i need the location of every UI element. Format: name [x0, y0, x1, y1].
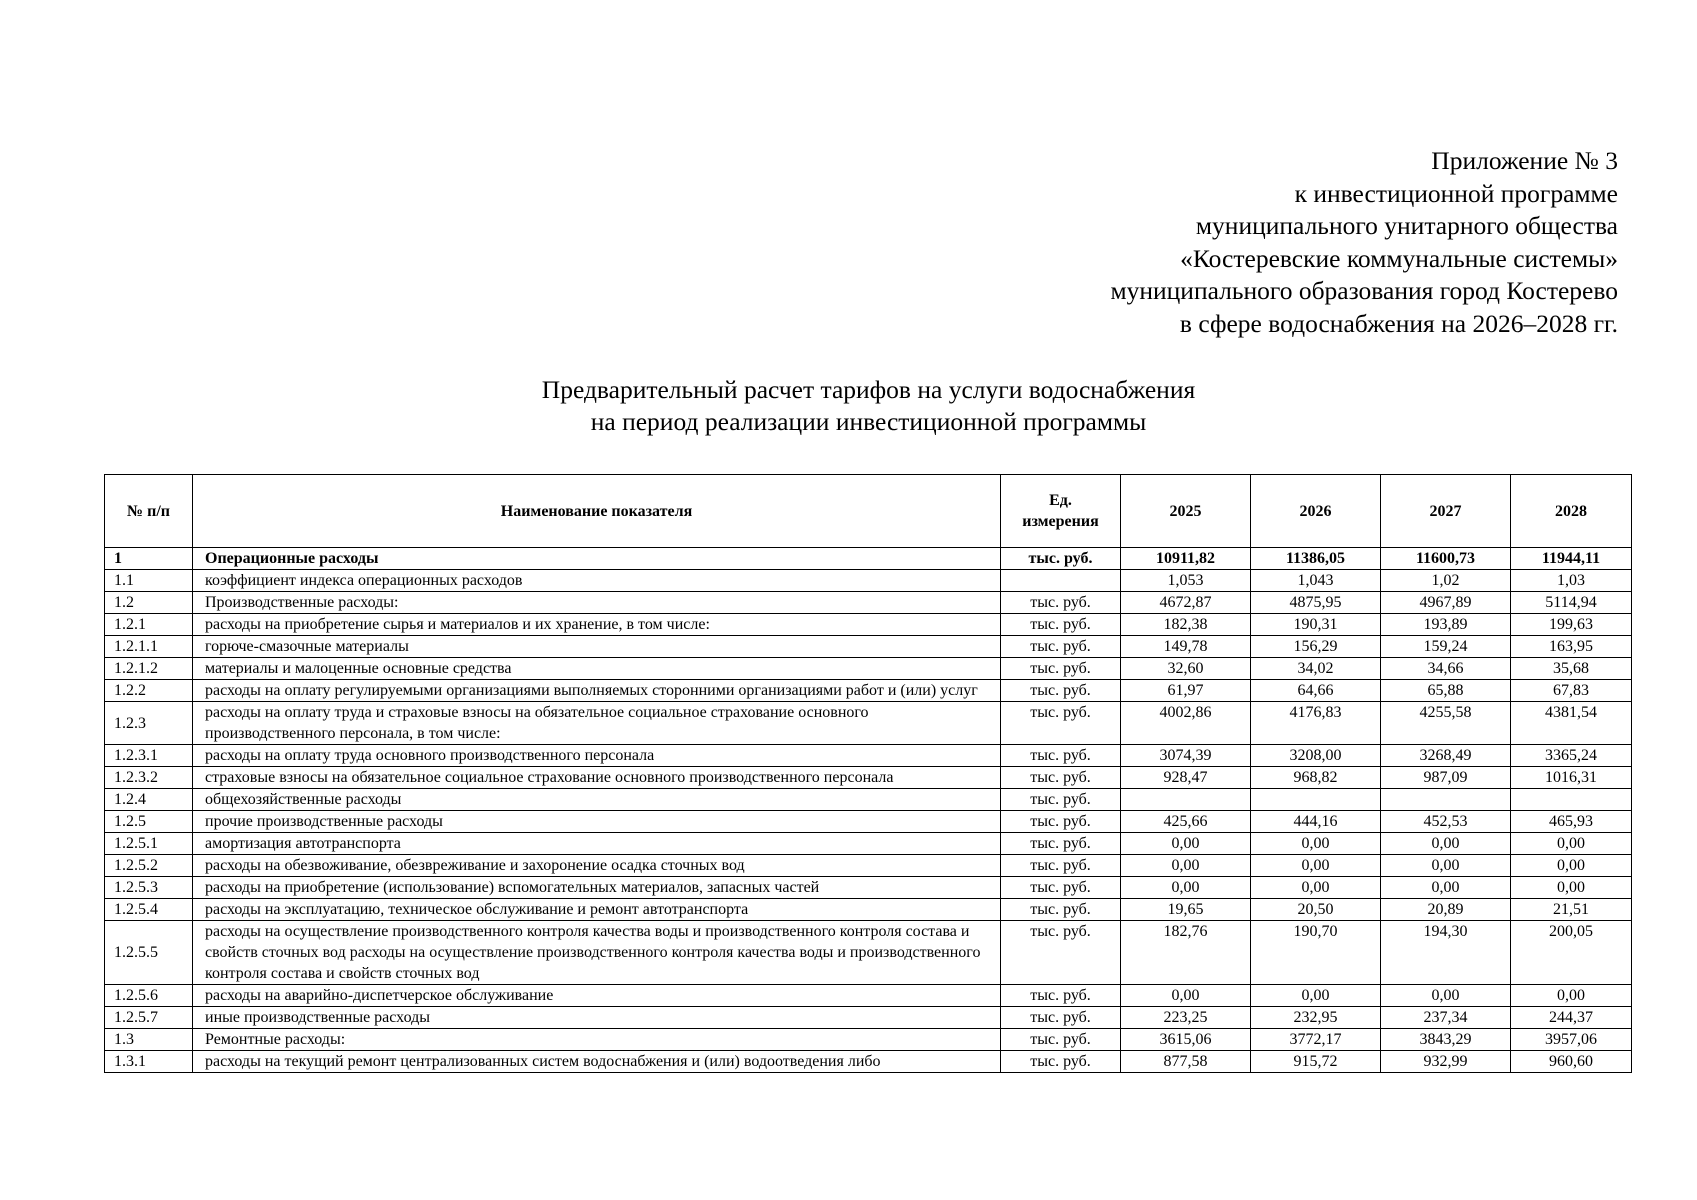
cell-value-2028: 67,83 — [1511, 680, 1632, 702]
table-row — [105, 1051, 1632, 1073]
cell-value-2027: 159,24 — [1381, 636, 1511, 658]
appendix-line: муниципального унитарного общества — [1195, 211, 1618, 240]
table-row — [105, 789, 1632, 811]
cell-name: иные производственные расходы — [193, 1007, 1001, 1029]
cell-value-2026: 915,72 — [1251, 1051, 1381, 1073]
cell-unit: тыс. руб. — [1001, 592, 1121, 614]
document-title — [0, 374, 1697, 438]
cell-unit: тыс. руб. — [1001, 899, 1121, 921]
table-row — [105, 921, 1632, 985]
cell-value-2027: 932,99 — [1381, 1051, 1511, 1073]
cell-value-2026: 20,50 — [1251, 899, 1381, 921]
cell-value-2026 — [1251, 789, 1381, 811]
cell-code: 1.2.5.7 — [105, 1007, 193, 1029]
cell-value-2027: 237,34 — [1381, 1007, 1511, 1029]
cell-value-2027: 3843,29 — [1381, 1029, 1511, 1051]
appendix-line: «Костеревские коммунальные системы» — [1180, 243, 1618, 273]
cell-name: расходы на оплату труда основного производственного персонала — [193, 745, 1001, 767]
cell-name: расходы на осуществление производственного контроля качества воды и производственного контроля состава и свойств сточных вод расходы на осуществление производственного контроля качества воды и производственного контроля состава и свойств сточных вод — [193, 921, 1001, 985]
cell-code: 1.2.5.5 — [105, 921, 193, 985]
cell-unit: тыс. руб. — [1001, 614, 1121, 636]
tariff-table — [104, 474, 1632, 1073]
cell-value-2025: 0,00 — [1121, 877, 1251, 899]
cell-value-2025: 3074,39 — [1121, 745, 1251, 767]
table-row — [105, 877, 1632, 899]
cell-code: 1.2.5 — [105, 811, 193, 833]
cell-name: прочие производственные расходы — [193, 811, 1001, 833]
cell-code: 1.2.1.1 — [105, 636, 193, 658]
cell-name: Производственные расходы: — [193, 592, 1001, 614]
cell-value-2027: 0,00 — [1381, 877, 1511, 899]
cell-code: 1.2.3.1 — [105, 745, 193, 767]
cell-unit: тыс. руб. — [1001, 636, 1121, 658]
table-row — [105, 899, 1632, 921]
cell-name: расходы на приобретение сырья и материалов и их хранение, в том числе: — [193, 614, 1001, 636]
cell-value-2028: 4381,54 — [1511, 702, 1632, 745]
appendix-line: Приложение № 3 — [1431, 146, 1618, 175]
cell-value-2026: 11386,05 — [1251, 548, 1381, 570]
cell-value-2026: 0,00 — [1251, 855, 1381, 877]
cell-name: Операционные расходы — [193, 548, 1001, 570]
cell-unit: тыс. руб. — [1001, 680, 1121, 702]
table-row — [105, 767, 1632, 789]
cell-code: 1 — [105, 548, 193, 570]
cell-value-2025 — [1121, 789, 1251, 811]
cell-value-2028: 1,03 — [1511, 570, 1632, 592]
cell-value-2025: 3615,06 — [1121, 1029, 1251, 1051]
cell-value-2027: 4255,58 — [1381, 702, 1511, 745]
cell-unit: тыс. руб. — [1001, 548, 1121, 570]
cell-unit: тыс. руб. — [1001, 811, 1121, 833]
table-body — [105, 548, 1632, 1073]
cell-value-2028: 200,05 — [1511, 921, 1632, 985]
table-row — [105, 811, 1632, 833]
cell-value-2028: 0,00 — [1511, 855, 1632, 877]
cell-value-2025: 0,00 — [1121, 985, 1251, 1007]
cell-name: расходы на обезвоживание, обезвреживание и захоронение осадка сточных вод — [193, 855, 1001, 877]
cell-value-2028: 3957,06 — [1511, 1029, 1632, 1051]
cell-name: амортизация автотранспорта — [193, 833, 1001, 855]
table-row — [105, 636, 1632, 658]
cell-code: 1.2.5.3 — [105, 877, 193, 899]
cell-value-2025: 928,47 — [1121, 767, 1251, 789]
cell-name: Ремонтные расходы: — [193, 1029, 1001, 1051]
table-row — [105, 570, 1632, 592]
cell-value-2026: 0,00 — [1251, 833, 1381, 855]
header-unit — [1001, 475, 1121, 548]
cell-unit — [1001, 570, 1121, 592]
cell-value-2026: 444,16 — [1251, 811, 1381, 833]
appendix-line: к инвестиционной программе — [1294, 178, 1618, 208]
cell-value-2025: 182,38 — [1121, 614, 1251, 636]
table-row — [105, 548, 1632, 570]
table-row — [105, 592, 1632, 614]
cell-value-2027: 0,00 — [1381, 855, 1511, 877]
table-row — [105, 745, 1632, 767]
header-unit-line1: Ед. — [1049, 492, 1072, 509]
cell-code: 1.2.2 — [105, 680, 193, 702]
cell-value-2028: 465,93 — [1511, 811, 1632, 833]
cell-value-2025: 4672,87 — [1121, 592, 1251, 614]
cell-name: коэффициент индекса операционных расходов — [193, 570, 1001, 592]
cell-code: 1.2.5.2 — [105, 855, 193, 877]
cell-value-2028: 0,00 — [1511, 833, 1632, 855]
header-year-2025: 2025 — [1121, 475, 1251, 548]
table-row — [105, 855, 1632, 877]
appendix-line: в сфере водоснабжения на 2026–2028 гг. — [1179, 308, 1618, 338]
table-row — [105, 702, 1632, 745]
cell-value-2025: 223,25 — [1121, 1007, 1251, 1029]
cell-value-2028: 1016,31 — [1511, 767, 1632, 789]
appendix-block — [1110, 145, 1618, 340]
cell-value-2025: 182,76 — [1121, 921, 1251, 985]
cell-value-2028: 0,00 — [1511, 877, 1632, 899]
cell-unit: тыс. руб. — [1001, 855, 1121, 877]
cell-code: 1.1 — [105, 570, 193, 592]
cell-value-2027: 0,00 — [1381, 833, 1511, 855]
cell-value-2027: 194,30 — [1381, 921, 1511, 985]
cell-name: расходы на приобретение (использование) вспомогательных материалов, запасных частей — [193, 877, 1001, 899]
cell-code: 1.3 — [105, 1029, 193, 1051]
table-row — [105, 614, 1632, 636]
table-row — [105, 1007, 1632, 1029]
cell-value-2028 — [1511, 789, 1632, 811]
cell-unit: тыс. руб. — [1001, 1007, 1121, 1029]
cell-name: горюче-смазочные материалы — [193, 636, 1001, 658]
cell-code: 1.2.5.4 — [105, 899, 193, 921]
cell-value-2025: 10911,82 — [1121, 548, 1251, 570]
cell-unit: тыс. руб. — [1001, 789, 1121, 811]
cell-value-2025: 0,00 — [1121, 833, 1251, 855]
table-row — [105, 1029, 1632, 1051]
cell-code: 1.2.3 — [105, 702, 193, 745]
cell-value-2027: 0,00 — [1381, 985, 1511, 1007]
cell-value-2028: 244,37 — [1511, 1007, 1632, 1029]
cell-code: 1.2.5.1 — [105, 833, 193, 855]
table-header-row — [105, 475, 1632, 548]
cell-unit: тыс. руб. — [1001, 767, 1121, 789]
cell-value-2026: 3772,17 — [1251, 1029, 1381, 1051]
cell-value-2026: 968,82 — [1251, 767, 1381, 789]
cell-name: материалы и малоценные основные средства — [193, 658, 1001, 680]
cell-value-2026: 34,02 — [1251, 658, 1381, 680]
cell-unit: тыс. руб. — [1001, 921, 1121, 985]
cell-unit: тыс. руб. — [1001, 658, 1121, 680]
cell-name: расходы на аварийно-диспетчерское обслуживание — [193, 985, 1001, 1007]
table-row — [105, 658, 1632, 680]
cell-name: расходы на оплату труда и страховые взносы на обязательное социальное страхование основного производственного персонала, в том числе: — [193, 702, 1001, 745]
cell-value-2028: 0,00 — [1511, 985, 1632, 1007]
title-line-1: Предварительный расчет тарифов на услуги водоснабжения — [541, 375, 1196, 404]
header-num: № п/п — [105, 475, 193, 548]
cell-code: 1.2.1 — [105, 614, 193, 636]
header-unit-line2: измерения — [1022, 513, 1099, 530]
cell-code: 1.3.1 — [105, 1051, 193, 1073]
cell-value-2027 — [1381, 789, 1511, 811]
appendix-line: муниципального образования город Костерево — [1110, 276, 1618, 305]
cell-value-2028: 11944,11 — [1511, 548, 1632, 570]
header-name: Наименование показателя — [193, 475, 1001, 548]
cell-unit: тыс. руб. — [1001, 1029, 1121, 1051]
cell-code: 1.2.5.6 — [105, 985, 193, 1007]
cell-value-2028: 5114,94 — [1511, 592, 1632, 614]
cell-value-2028: 3365,24 — [1511, 745, 1632, 767]
cell-value-2025: 425,66 — [1121, 811, 1251, 833]
cell-value-2027: 4967,89 — [1381, 592, 1511, 614]
cell-code: 1.2 — [105, 592, 193, 614]
cell-value-2026: 4875,95 — [1251, 592, 1381, 614]
cell-value-2026: 190,31 — [1251, 614, 1381, 636]
cell-value-2026: 4176,83 — [1251, 702, 1381, 745]
cell-value-2027: 65,88 — [1381, 680, 1511, 702]
table-row — [105, 985, 1632, 1007]
cell-name: страховые взносы на обязательное социальное страхование основного производственного персонала — [193, 767, 1001, 789]
cell-value-2026: 3208,00 — [1251, 745, 1381, 767]
table-row — [105, 833, 1632, 855]
cell-value-2025: 149,78 — [1121, 636, 1251, 658]
header-year-2028: 2028 — [1511, 475, 1632, 548]
cell-value-2027: 20,89 — [1381, 899, 1511, 921]
cell-value-2027: 34,66 — [1381, 658, 1511, 680]
table-row — [105, 680, 1632, 702]
cell-unit: тыс. руб. — [1001, 877, 1121, 899]
cell-value-2028: 163,95 — [1511, 636, 1632, 658]
cell-code: 1.2.3.2 — [105, 767, 193, 789]
cell-value-2028: 21,51 — [1511, 899, 1632, 921]
cell-value-2027: 11600,73 — [1381, 548, 1511, 570]
cell-unit: тыс. руб. — [1001, 1051, 1121, 1073]
cell-value-2025: 19,65 — [1121, 899, 1251, 921]
header-year-2027: 2027 — [1381, 475, 1511, 548]
cell-value-2028: 199,63 — [1511, 614, 1632, 636]
cell-value-2026: 232,95 — [1251, 1007, 1381, 1029]
cell-unit: тыс. руб. — [1001, 702, 1121, 745]
title-line-2: на период реализации инвестиционной программы — [590, 407, 1147, 436]
cell-value-2027: 987,09 — [1381, 767, 1511, 789]
cell-unit: тыс. руб. — [1001, 745, 1121, 767]
cell-value-2026: 156,29 — [1251, 636, 1381, 658]
cell-name: расходы на оплату регулируемыми организациями выполняемых сторонними организациями работ и (или) услуг — [193, 680, 1001, 702]
cell-value-2025: 1,053 — [1121, 570, 1251, 592]
header-year-2026: 2026 — [1251, 475, 1381, 548]
cell-value-2027: 3268,49 — [1381, 745, 1511, 767]
cell-unit: тыс. руб. — [1001, 833, 1121, 855]
cell-value-2026: 0,00 — [1251, 877, 1381, 899]
cell-name: расходы на эксплуатацию, техническое обслуживание и ремонт автотранспорта — [193, 899, 1001, 921]
cell-value-2026: 64,66 — [1251, 680, 1381, 702]
cell-value-2026: 0,00 — [1251, 985, 1381, 1007]
cell-value-2025: 4002,86 — [1121, 702, 1251, 745]
cell-value-2027: 452,53 — [1381, 811, 1511, 833]
cell-value-2026: 1,043 — [1251, 570, 1381, 592]
cell-name: общехозяйственные расходы — [193, 789, 1001, 811]
cell-name: расходы на текущий ремонт централизованных систем водоснабжения и (или) водоотведения либо — [193, 1051, 1001, 1073]
cell-code: 1.2.1.2 — [105, 658, 193, 680]
cell-value-2028: 35,68 — [1511, 658, 1632, 680]
cell-value-2025: 32,60 — [1121, 658, 1251, 680]
cell-value-2027: 193,89 — [1381, 614, 1511, 636]
cell-value-2025: 0,00 — [1121, 855, 1251, 877]
cell-value-2028: 960,60 — [1511, 1051, 1632, 1073]
cell-value-2026: 190,70 — [1251, 921, 1381, 985]
cell-value-2025: 61,97 — [1121, 680, 1251, 702]
cell-unit: тыс. руб. — [1001, 985, 1121, 1007]
cell-value-2027: 1,02 — [1381, 570, 1511, 592]
cell-value-2025: 877,58 — [1121, 1051, 1251, 1073]
cell-code: 1.2.4 — [105, 789, 193, 811]
